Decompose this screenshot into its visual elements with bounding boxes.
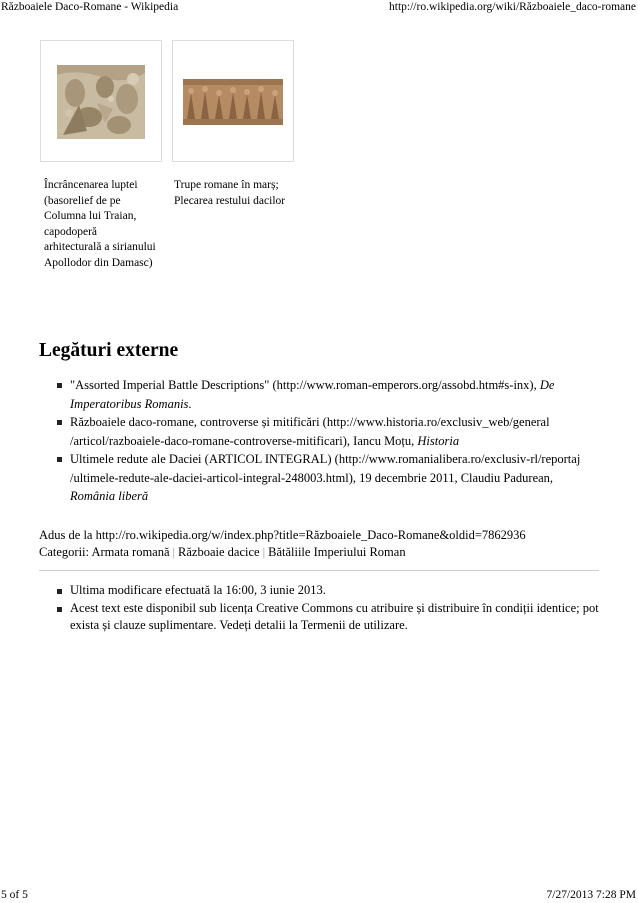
link-italic-source: România liberă xyxy=(70,489,149,503)
categories-label: Categorii: xyxy=(39,545,89,559)
bullet-icon xyxy=(57,607,62,612)
category-links xyxy=(39,543,406,561)
bullet-icon xyxy=(57,420,62,425)
section-heading-external-links: Legături externe xyxy=(39,340,179,361)
battle-relief-thumbnail[interactable] xyxy=(57,65,145,139)
footer-info-list xyxy=(56,582,601,635)
list-item: "Assorted Imperial Battle Descriptions" (http://www.roman-emperors.org/assobd.htm#s-inx), De Imperatoribus Romanis. xyxy=(56,376,601,413)
bullet-icon xyxy=(57,457,62,462)
list-item xyxy=(56,413,601,450)
gallery-caption-march: Trupe romane în marș; Plecarea restului dacilor xyxy=(174,179,286,207)
list-item xyxy=(56,450,601,506)
external-link[interactable]: Ultimele redute ale Daciei (ARTICOL INTEGRAL) (http://www.romanialibera.ro/exclusiv-rl/reportaj /ultimele-redute-ale-daciei-articol-integral-248003.html), 19 decembrie 2011, Claudiu Padurean, xyxy=(70,452,581,485)
gallery-item-battle[interactable] xyxy=(40,40,162,162)
category-link[interactable]: Armata romană xyxy=(91,545,170,559)
bullet-icon xyxy=(57,383,62,388)
page-number: 5 of 5 xyxy=(1,889,28,901)
print-header-url: http://ro.wikipedia.org/wiki/Războaiele_daco-romane xyxy=(389,1,636,13)
bullet-icon xyxy=(57,589,62,594)
gallery-item-march[interactable] xyxy=(172,40,294,162)
category-link[interactable]: Războaie dacice xyxy=(178,545,260,559)
category-link[interactable]: Bătăliile Imperiului Roman xyxy=(268,545,406,559)
gallery-caption-battle: Încrâncenarea luptei (basorelief de pe Columna lui Traian, capodoperă arhitecturală a sirianului Apollodor din Damasc) xyxy=(44,179,156,269)
link-italic-source: De Imperatoribus Romanis xyxy=(70,378,555,411)
link-italic-source: Historia xyxy=(417,433,460,448)
category-separator: | xyxy=(262,545,266,559)
march-relief-thumbnail[interactable] xyxy=(183,79,283,125)
external-link[interactable]: Războaiele daco-romane, controverse și mitificări (http://www.historia.ro/exclusiv_web/general /articol/razboaiele-daco-romane-controverse-mitificari), Iancu Moțu, xyxy=(70,415,550,448)
print-datetime: 7/27/2013 7:28 PM xyxy=(546,889,636,901)
license-text: Acest text este disponibil sub licența Creative Commons cu atribuire și distribuire în condiții identice; pot exista și clauze suplimentare. Vedeți detalii la Termenii de utilizare. xyxy=(70,600,599,632)
external-link[interactable]: "Assorted Imperial Battle Descriptions" (http://www.roman-emperors.org/assobd.htm#s-inx), xyxy=(70,378,540,392)
category-separator: | xyxy=(172,545,176,559)
print-header-title: Războaiele Daco-Romane - Wikipedia xyxy=(1,1,179,13)
list-item xyxy=(56,582,601,600)
image-gallery xyxy=(40,40,294,162)
retrieved-from[interactable]: Adus de la http://ro.wikipedia.org/w/index.php?title=Războaiele_Daco-Romane&oldid=7862936 xyxy=(39,528,526,542)
footer-divider xyxy=(39,570,599,571)
last-modified-text: Ultima modificare efectuată la 16:00, 3 iunie 2013. xyxy=(70,583,326,597)
external-links-list xyxy=(56,376,601,506)
list-item xyxy=(56,600,601,635)
